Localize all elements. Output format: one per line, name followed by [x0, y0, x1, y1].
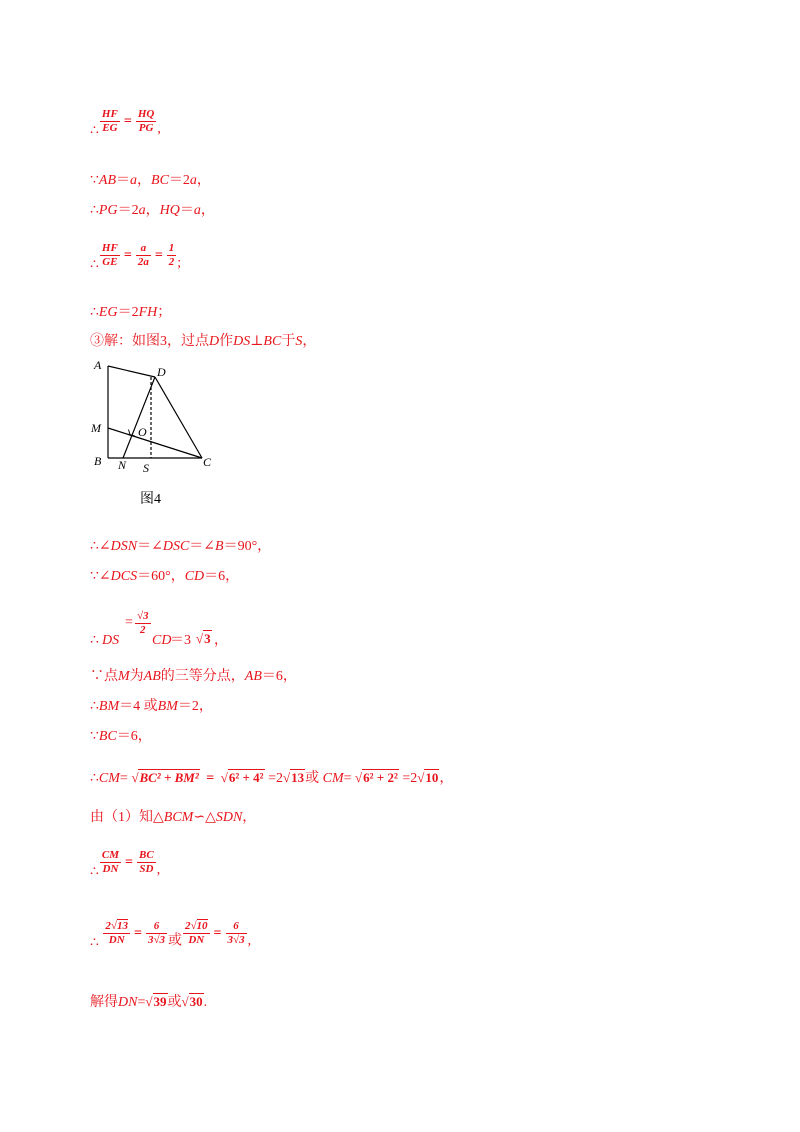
- fraction-bc-sd: $\frac{BC}{SD}$: [139, 849, 154, 875]
- figure-caption: 图4: [140, 492, 161, 507]
- segment-ad: [108, 366, 155, 377]
- fraction-6-3root3-a: $\frac{6}{3√3}$: [147, 920, 165, 946]
- angle-dcs-line: ∵∠DCS＝60°，CD＝6，: [90, 569, 240, 584]
- label-n: N: [118, 458, 127, 472]
- part3-solution-intro: ③解：如图3，过点D作DS⊥BC于S，: [90, 334, 317, 349]
- final-answer-line: 解得DN=√39或√30.: [90, 994, 208, 1010]
- fraction-cm-dn: $\frac{CM}{DN}$: [101, 849, 120, 875]
- fraction-one-half: $\frac{1}{2}$: [168, 242, 175, 268]
- label-a: A: [94, 358, 102, 372]
- ratio-hf-ge-line: ∴ $\frac{HF}{GE}$ = $\frac{a}{2a}$ = $\frac{1}{2}$ ;: [90, 242, 182, 273]
- bm-values-line: ∴BM＝4 或BM＝2，: [90, 699, 213, 714]
- label-d: D: [157, 365, 166, 379]
- therefore-symbol: ∴: [90, 123, 99, 139]
- label-c: C: [203, 455, 212, 469]
- fraction-2root10-dn: $\frac{2√10}{DN}$: [185, 920, 208, 946]
- similar-triangles-line: 由（1）知△BCM∽△SDN，: [90, 810, 257, 825]
- geometry-figure: [88, 356, 228, 476]
- label-m: M: [91, 421, 101, 435]
- trisection-point-line: ∵点M为AB的三等分点，AB＝6，: [90, 669, 297, 684]
- label-o: O: [138, 425, 147, 439]
- fraction-6-3root3-b: $\frac{6}{3√3}$: [227, 920, 245, 946]
- pg-hq-line: ∴PG＝2a，HQ＝a，: [90, 203, 215, 218]
- fraction-a-2a: $\frac{a}{2a}$: [137, 242, 149, 268]
- dn-equation-line: ∴ $\frac{2√13}{DN}$ = $\frac{6}{3√3}$ 或 $\frac{2√10}{DN}$ = $\frac{6}{3√3}$ ,: [90, 920, 252, 951]
- label-b: B: [94, 454, 102, 468]
- segment-dn: [123, 377, 155, 458]
- fraction-hf-ge: $\frac{HF}{GE}$: [101, 242, 118, 268]
- given-ab-bc-line: ∵AB＝a，BC＝2a，: [90, 173, 211, 188]
- bc-value-line: ∵BC＝6，: [90, 729, 152, 744]
- fraction-hq-pg: $\frac{HQ}{PG}$: [137, 108, 155, 134]
- label-s: S: [143, 461, 149, 475]
- fraction-root3-over-2: $\frac{√3}{2}$: [137, 610, 149, 636]
- ratio-cm-dn-line: ∴ $\frac{CM}{DN}$ = $\frac{BC}{SD}$ ,: [90, 849, 161, 880]
- ratio-hf-eg-line: ∴ $\frac{HF}{EG}$ = $\frac{HQ}{PG}$ ,: [90, 108, 161, 139]
- segment-mc: [108, 428, 202, 458]
- fraction-hf-eg: $\frac{HF}{EG}$: [101, 108, 118, 134]
- cm-length-line: ∴CM= √BC² + BM² = √6² + 4² =2√13或 CM= √6² + 2² =2√10，: [90, 770, 454, 786]
- fraction-2root13-dn: $\frac{2√13}{DN}$: [105, 920, 128, 946]
- eg-fh-conclusion-line: ∴EG＝2FH；: [90, 305, 172, 320]
- right-angles-line: ∴∠DSN＝∠DSC＝∠B＝90°，: [90, 539, 272, 554]
